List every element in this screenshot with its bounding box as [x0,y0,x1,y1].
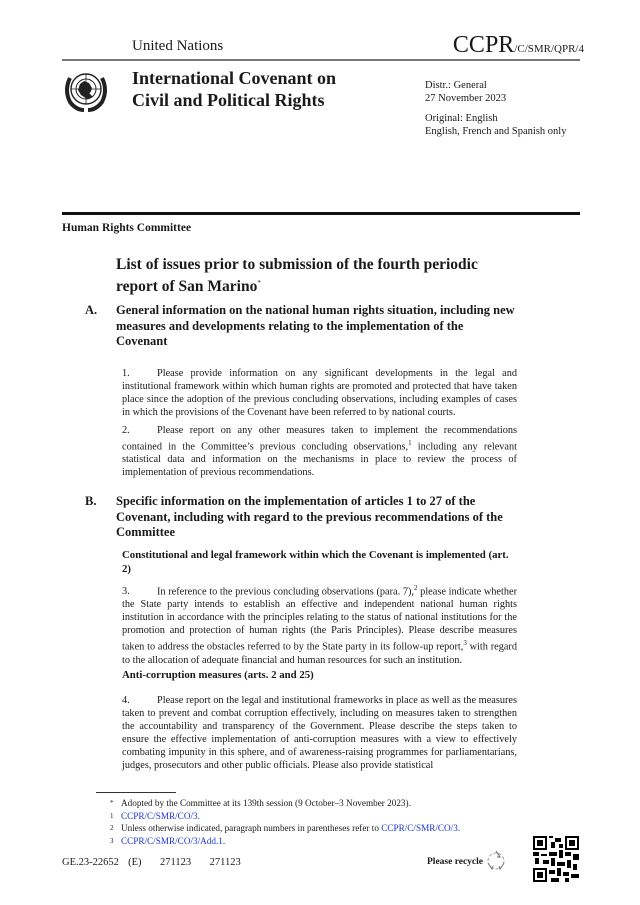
document-title-line1: List of issues prior to submission of the fourth periodic [116,256,478,273]
footnote-separator [96,792,176,793]
footnote-ref[interactable]: 3 [463,639,467,648]
paragraph-2 [122,424,517,479]
paragraph-number: 4. [122,695,130,706]
footnote-ref[interactable]: 2 [414,584,418,592]
subsection-heading-constitutional: Constitutional and legal framework within which the Covenant is implemented (art. 2) [122,549,509,575]
language-block [425,112,566,138]
recycle-icon [484,848,508,872]
paragraph-text: Please report on the legal and institutional frameworks in place as well as the measures taken to prevent and combat corruption effectively, including on measures taken to strengthen the accountability and transparency of the Government. Please describe the steps taken to ensure the effective implementation of anti-corruption measures with a view to effectively combating impunity in this sphere, and of awareness-raising programmes for parliamentarians, judges, prosecutors and other public officials. Please also provide statistical [122,695,517,771]
symbol-suffix: /C/SMR/QPR/4 [514,43,584,55]
organization-name: United Nations [132,38,224,54]
paragraph-text: Please report on any other measures taken to implement the recommendations contained in the Committee’s previous concluding observations, [122,425,517,453]
paragraph-text: In reference to the previous concluding observations (para. 7), [157,586,414,598]
symbol-main: CCPR [452,32,515,58]
paragraph-1 [122,367,517,419]
document-title [116,255,536,296]
section-heading-text: General information on the national human rights situation, including new measures and developments relating to the implementation of the Covenant [116,303,515,348]
covenant-title-line2: Civil and Political Rights [132,90,325,110]
document-date: 27 November 2023 [425,93,507,104]
original-language: Original: English [425,113,498,124]
paragraph-text: with regard to the allocation of adequate financial and human resources for such an institution. [122,641,518,666]
footnote-ref[interactable]: 1 [408,439,412,447]
un-emblem-icon [62,66,110,114]
paragraph-text: including any relevant statistical data and information on the mechanisms in place to review the process of implementation of previous recommendations. [122,441,517,479]
paragraph-4 [122,694,517,772]
footnote-star: * Adopted by the Committee at its 139th session (9 October–3 November 2023). [110,798,411,808]
footnote-link[interactable]: CCPR/C/SMR/CO/3. [121,810,200,821]
section-a-heading [85,303,516,350]
section-letter: A. [85,303,98,317]
committee-name: Human Rights Committee [62,222,192,234]
footnotes [110,797,460,847]
footnote-link[interactable]: CCPR/C/SMR/CO/3. [381,823,461,833]
paragraph-text: please indicate whether the State party intends to establish an effective and independent national human rights institution in accordance with the principles relating to the status of national institutions for the promotion and protection of human rights (the Paris Principles). Please describe measures taken to address the obstacles referred to by the State party in its follow-up report, [122,586,518,653]
recycle-label: Please recycle [427,857,483,867]
paragraph-number: 2. [122,425,130,436]
document-symbol [453,32,584,59]
paragraph-3 [122,582,517,667]
distribution-block [425,79,506,105]
footnote-1: 1 CCPR/C/SMR/CO/3. [110,810,200,821]
qr-code-icon[interactable] [533,836,579,882]
footnote-3: 3 CCPR/C/SMR/CO/3/Add.1. [110,835,226,846]
languages: English, French and Spanish only [425,126,567,137]
paragraph-number: 3. [122,586,130,598]
header-rule [62,59,580,61]
main-rule [62,212,580,215]
title-footnote-mark[interactable]: * [257,279,261,287]
subsection-heading-anti-corruption: Anti-corruption measures (arts. 2 and 25) [122,669,314,681]
section-letter: B. [85,494,97,508]
paragraph-text: Please provide information on any significant developments in the legal and institutional framework within which human rights are promoted and protected that have taken place since the adoption of the previous concluding observations, including examples of cases in which the provisions of the Covenant have been referred to by national courts. [122,368,517,418]
section-b-heading [85,494,516,541]
covenant-title [132,67,336,111]
footnote-2: 2 Unless otherwise indicated, paragraph numbers in parentheses refer to CCPR/C/SMR/CO/3. [110,823,461,833]
covenant-title-line1: International Covenant on [132,68,337,88]
footnote-link[interactable]: CCPR/C/SMR/CO/3/Add.1. [121,835,226,846]
job-number: GE.23-22652 (E) 271123 271123 [62,857,241,868]
paragraph-number: 1. [122,368,130,379]
section-heading-text: Specific information on the implementation of articles 1 to 27 of the Covenant, including with regard to the previous recommendations of the Committee [116,494,503,539]
distribution: Distr.: General [425,80,487,91]
document-title-line2: report of San Marino [116,278,258,296]
